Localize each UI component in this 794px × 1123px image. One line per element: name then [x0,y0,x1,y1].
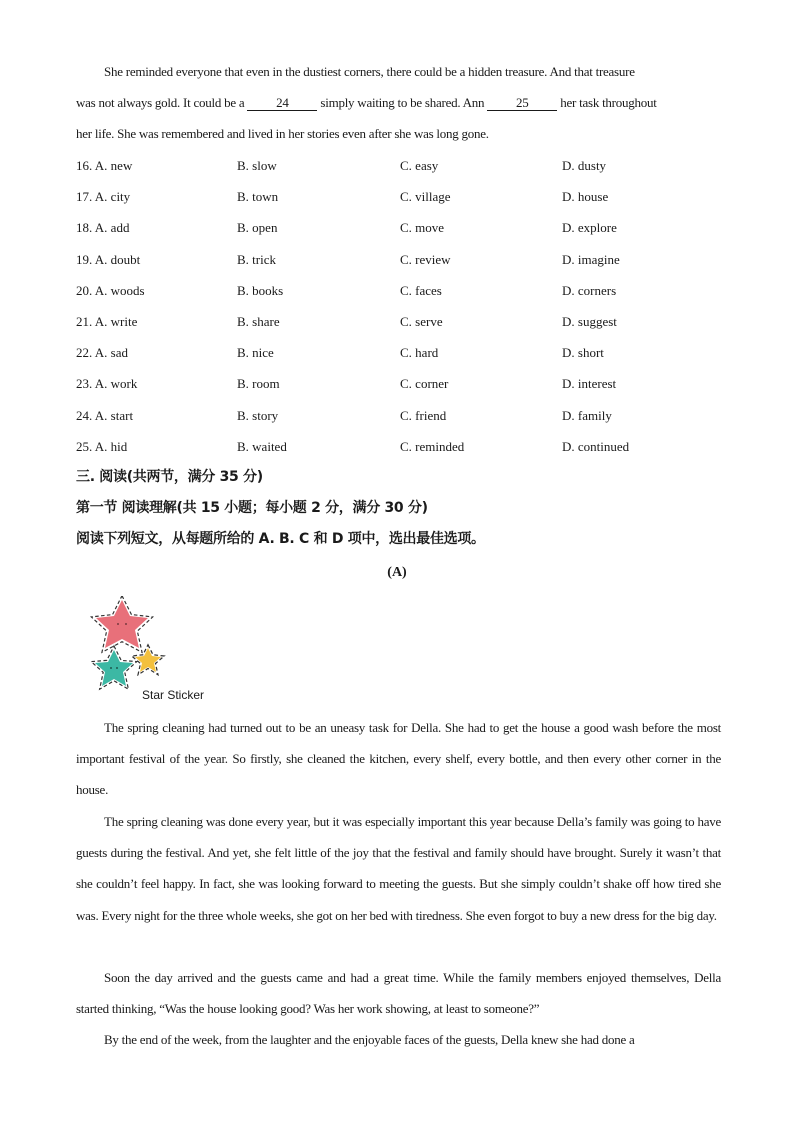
intro-line-2b: simply waiting to be shared. Ann [317,95,488,111]
option-d[interactable]: D. imagine [562,251,620,267]
blank-24[interactable]: 24 [247,96,317,111]
section-part-title: 第一节 阅读理解(共 15 小题；每小题 2 分，满分 30 分) [76,500,428,516]
option-c[interactable]: C. village [400,189,451,205]
passage-text-1: The spring cleaning had turned out to be an uneasy task for Della. She had to get the house a good wash before the most important festival of the year. So firstly, she cleaned the kitchen, every shelf, every bottle, and then every other corner in the house. [76,720,721,798]
blank-25[interactable]: 25 [487,96,557,111]
option-b[interactable]: B. nice [237,345,274,361]
option-row-22 [76,337,756,368]
intro-paragraph [76,56,721,150]
intro-line-3: her life. She was remembered and lived in her stories even after she was long gone. [76,126,489,142]
option-d[interactable]: D. house [562,189,609,205]
passage-text-4: By the end of the week, from the laughter and the enjoyable faces of the guests, Della knew she had done a [104,1032,635,1047]
option-row-16 [76,150,756,181]
passage-label: (A) [387,565,407,580]
passage-paragraph-1 [76,712,721,806]
option-a[interactable]: 24. A. start [76,407,134,423]
option-c[interactable]: C. friend [400,407,447,423]
option-b[interactable]: B. room [237,376,280,392]
section-instruction: 阅读下列短文，从每题所给的 A. B. C 和 D 项中，选出最佳选项。 [76,531,485,547]
passage-paragraph-2 [76,806,721,931]
passage-paragraph-4 [76,1024,721,1055]
option-a[interactable]: 22. A. sad [76,345,128,361]
option-a[interactable]: 19. A. doubt [76,251,141,267]
option-row-24 [76,400,756,431]
passage-text-2: The spring cleaning was done every year, but it was especially important this year because Della’s family was going to have guests during the festival. And yet, she felt little of the joy that the festival and family should have brought. Surely it wasn’t that she couldn’t feel happy. In fact, she was looking forward to meeting the guests. But she simply couldn’t shake off how tired she was. Every night for the three whole weeks, she got on her bed with tiredness. She even forgot to buy a new dress for the big day. [76,814,721,923]
option-a[interactable]: 17. A. city [76,189,131,205]
option-b[interactable]: B. waited [237,438,287,454]
option-c[interactable]: C. serve [400,313,443,329]
option-row-23 [76,368,756,399]
option-a[interactable]: 20. A. woods [76,282,145,298]
option-row-20 [76,275,756,306]
option-row-19 [76,244,756,275]
option-b[interactable]: B. slow [237,158,277,173]
options-table [76,150,756,462]
option-b[interactable]: B. trick [237,251,276,267]
option-d[interactable]: D. interest [562,376,617,392]
star-sticker-icon [84,596,184,700]
option-b[interactable]: B. share [237,313,280,329]
option-row-21 [76,306,756,337]
option-a[interactable]: 25. A. hid [76,438,128,454]
option-d[interactable]: D. dusty [562,158,607,173]
option-a[interactable]: 23. A. work [76,376,138,392]
option-d[interactable]: D. family [562,407,612,423]
option-b[interactable]: B. story [237,407,279,423]
section-title: 三. 阅读(共两节，满分 35 分) [76,469,263,485]
option-c[interactable]: C. reminded [400,438,465,454]
option-d[interactable]: D. corners [562,282,617,298]
option-c[interactable]: C. easy [400,158,439,173]
option-row-18 [76,212,756,243]
passage-paragraph-3 [76,962,721,1024]
option-c[interactable]: C. corner [400,376,449,392]
option-b[interactable]: B. open [237,220,278,236]
option-d[interactable]: D. continued [562,438,630,454]
intro-line-2c: her task throughout [557,95,657,111]
option-c[interactable]: C. review [400,251,451,267]
option-c[interactable]: C. faces [400,282,442,298]
option-d[interactable]: D. short [562,345,604,361]
passage-text-3: Soon the day arrived and the guests came and had a great time. While the family members enjoyed themselves, Della started thinking, “Was the house looking good? Was her work showing, at least to someone?” [76,970,721,1017]
option-d[interactable]: D. suggest [562,313,617,329]
option-b[interactable]: B. town [237,189,279,205]
intro-line-1: She reminded everyone that even in the dustiest corners, there could be a hidden treasure. And that treasure [104,64,635,79]
option-d[interactable]: D. explore [562,220,617,236]
option-row-17 [76,181,756,212]
option-b[interactable]: B. books [237,282,284,298]
sticker-caption: Star Sticker [142,688,205,702]
option-a[interactable]: 18. A. add [76,220,130,236]
option-a[interactable]: 16. A. new [76,158,133,173]
option-row-25 [76,431,756,462]
option-a[interactable]: 21. A. write [76,313,138,329]
option-c[interactable]: C. move [400,220,445,236]
intro-line-2a: was not always gold. It could be a [76,95,248,111]
option-c[interactable]: C. hard [400,345,439,361]
